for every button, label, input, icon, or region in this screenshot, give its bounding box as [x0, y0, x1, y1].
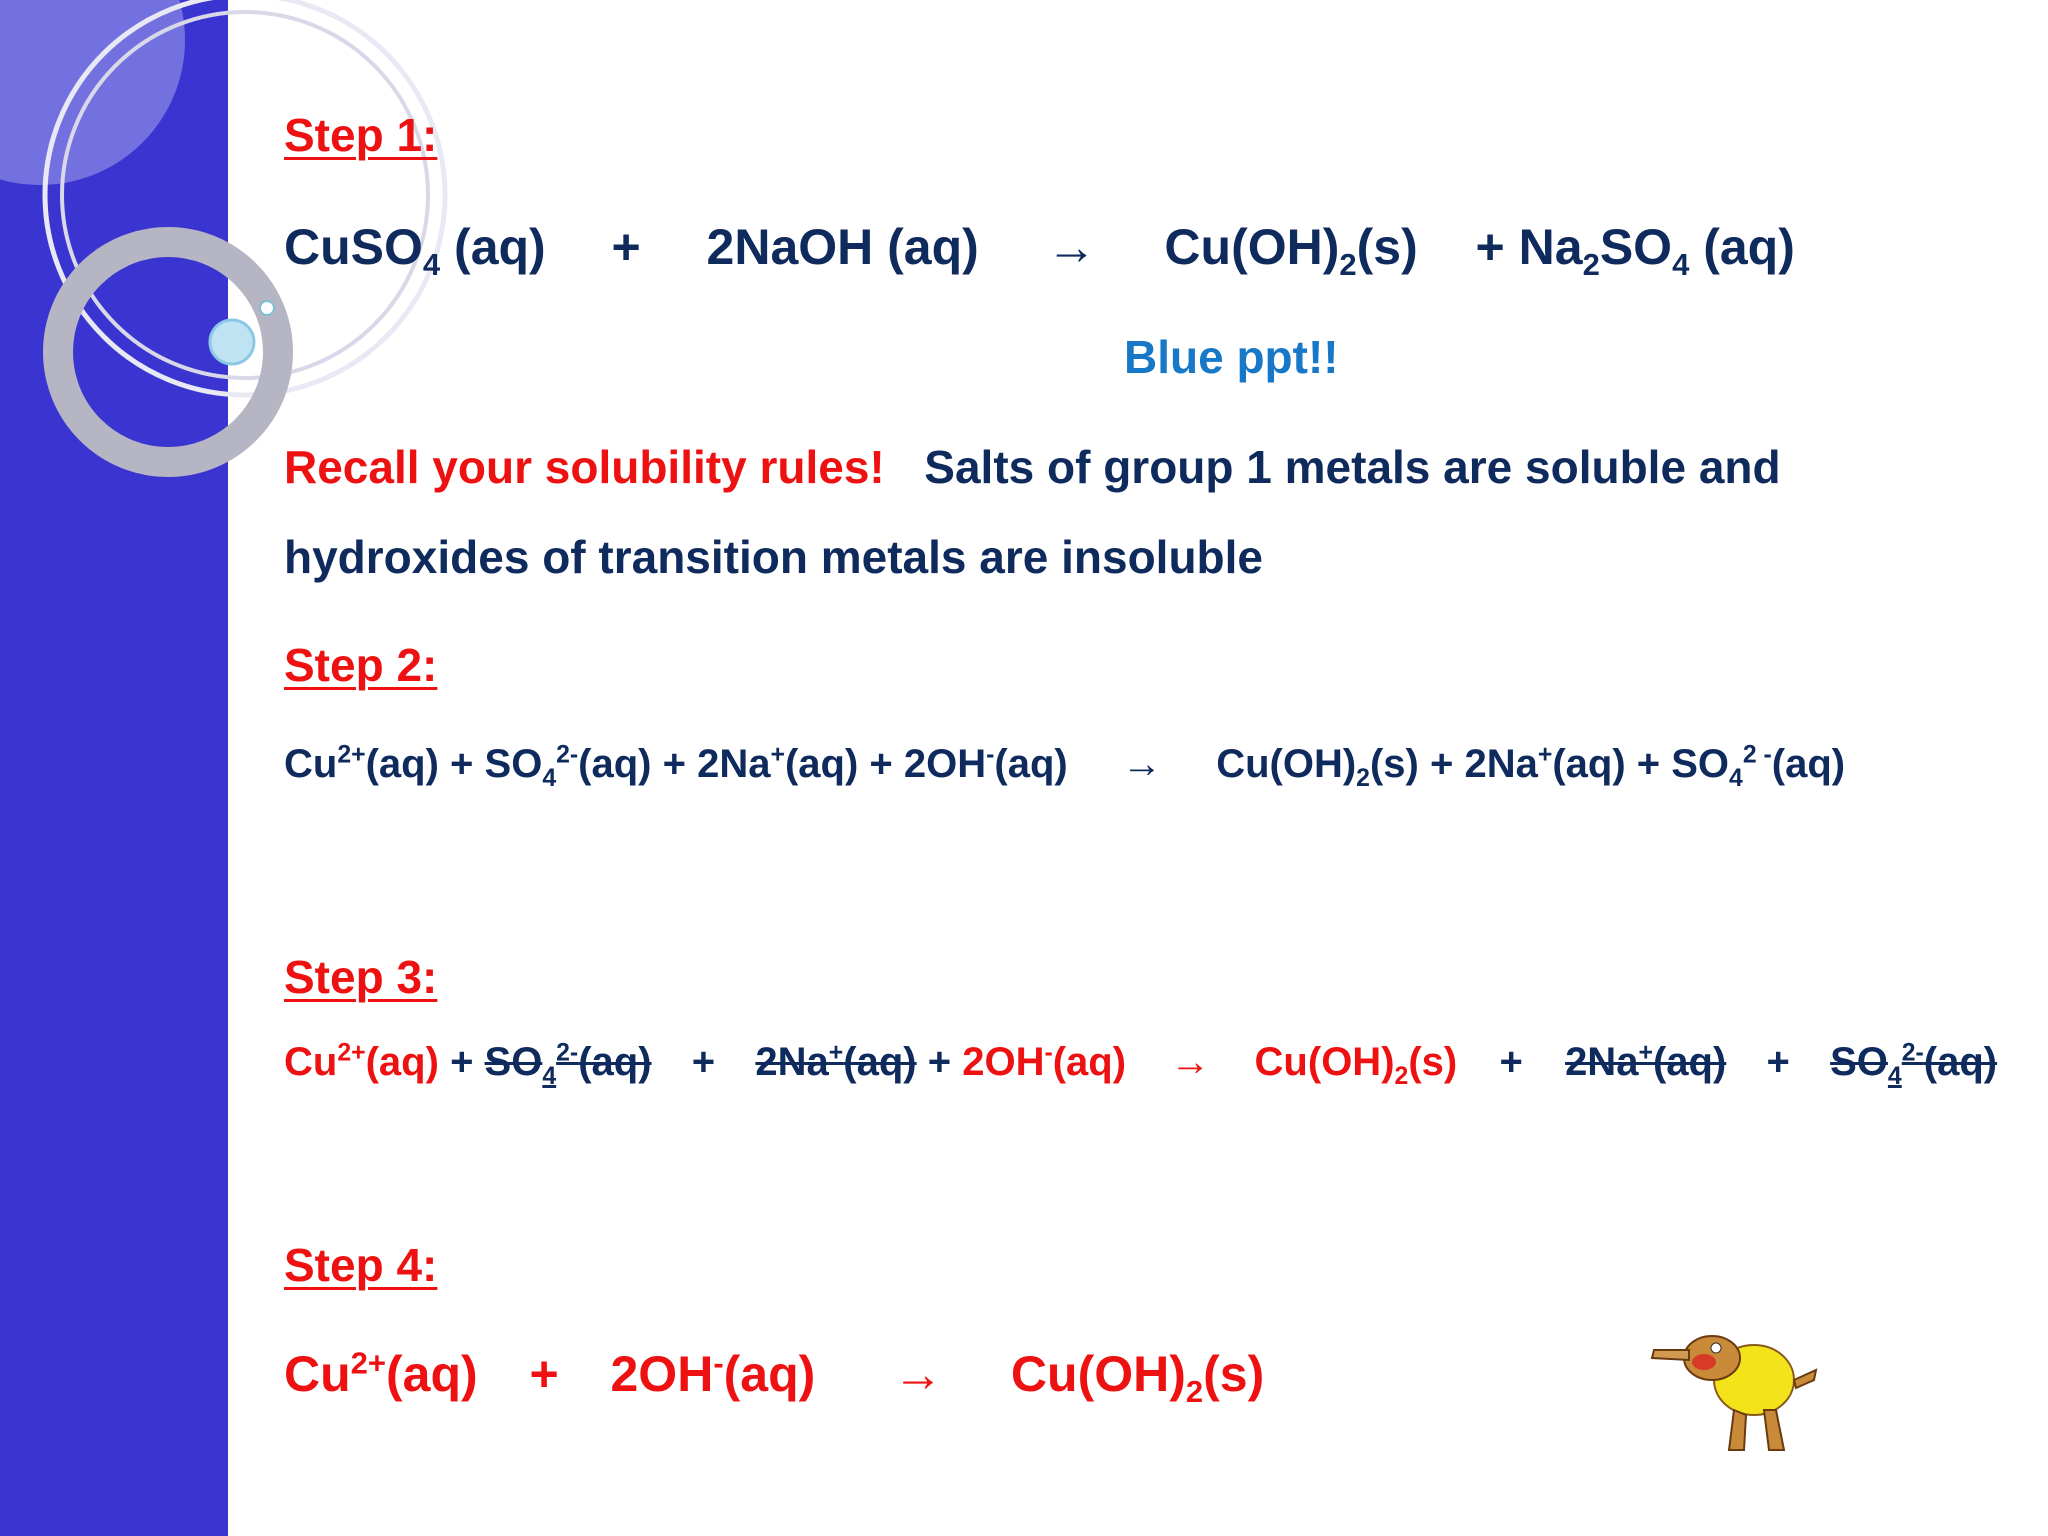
arrow-icon: →: [1121, 742, 1162, 786]
cu-ion: $Cu^{2+}(aq)$: [284, 1039, 439, 1084]
step4-heading: Step 4:: [284, 1239, 438, 1291]
reactant-naoh: 2NaOH (aq): [706, 219, 979, 275]
solubility-rules-line1: [284, 440, 1781, 494]
sodium-ion-cancelled-2: 2Na+(aq): [1565, 1039, 1727, 1084]
sodium-ion-cancelled: 2Na+(aq): [755, 1039, 917, 1084]
solubility-rules-line2: hydroxides of transition metals are insoluble: [284, 531, 1264, 583]
step3-heading: Step 3:: [284, 951, 438, 1003]
step2-heading: Step 2:: [284, 639, 438, 691]
step3-cancel-equation: $Cu^{2+}(aq) + SO_4^{2-}(aq) + 2Na^+(aq) + 2OH^-(aq) \to Cu(OH)_2(s) + 2Na^+(aq) + SO_4^{2-}(aq)$: [284, 1039, 1998, 1090]
arrow-icon: →: [1046, 219, 1097, 275]
bubble-large: [210, 320, 254, 364]
step2-ionic-equation: $Cu^{2+}(aq) + SO_4^{2-}(aq) + 2Na^+(aq) + 2OH^-(aq) \to Cu(OH)_2(s) + 2Na^+(aq) + SO_4^{2 -}(aq)$: [284, 741, 1846, 792]
sulfate-ion-cancelled: $SO_4^{2-}(aq)$: [484, 1039, 652, 1090]
decorative-circles: [0, 0, 320, 520]
hydroxide-ion: 2OH-(aq): [962, 1039, 1127, 1084]
rules-text-1: Salts of group 1 metals are soluble and: [924, 441, 1781, 493]
slide-content: [284, 0, 2024, 1536]
blue-ppt-note: Blue ppt!!: [1124, 331, 1339, 383]
copper-hydroxide: $Cu(OH)_2(s)$: [1254, 1040, 1458, 1090]
arrow-icon: →: [893, 1346, 944, 1402]
cartoon-dog-icon: [1644, 1310, 1824, 1460]
recall-rules-text: Recall your solubility rules!: [284, 441, 885, 493]
arrow-icon: →: [1170, 1040, 1211, 1084]
bubble-small: [260, 301, 274, 315]
product-na2so4: + $Na_2SO_4$ (aq): [1475, 219, 1795, 282]
step1-heading: Step 1:: [284, 109, 438, 161]
reactant-cuso4: CuSO$_4$ (aq): [284, 219, 546, 282]
step4-net-ionic-equation: $Cu^{2+}(aq) + 2OH^-(aq) \to Cu(OH)_2(s)$: [284, 1345, 1265, 1409]
plus-sign: +: [611, 219, 641, 275]
step1-equation: [284, 218, 1795, 282]
sulfate-ion-cancelled-2: $SO_4^{2-}(aq)$: [1830, 1039, 1998, 1090]
product-cuoh2: $Cu(OH)_2(s)$: [1164, 219, 1418, 282]
